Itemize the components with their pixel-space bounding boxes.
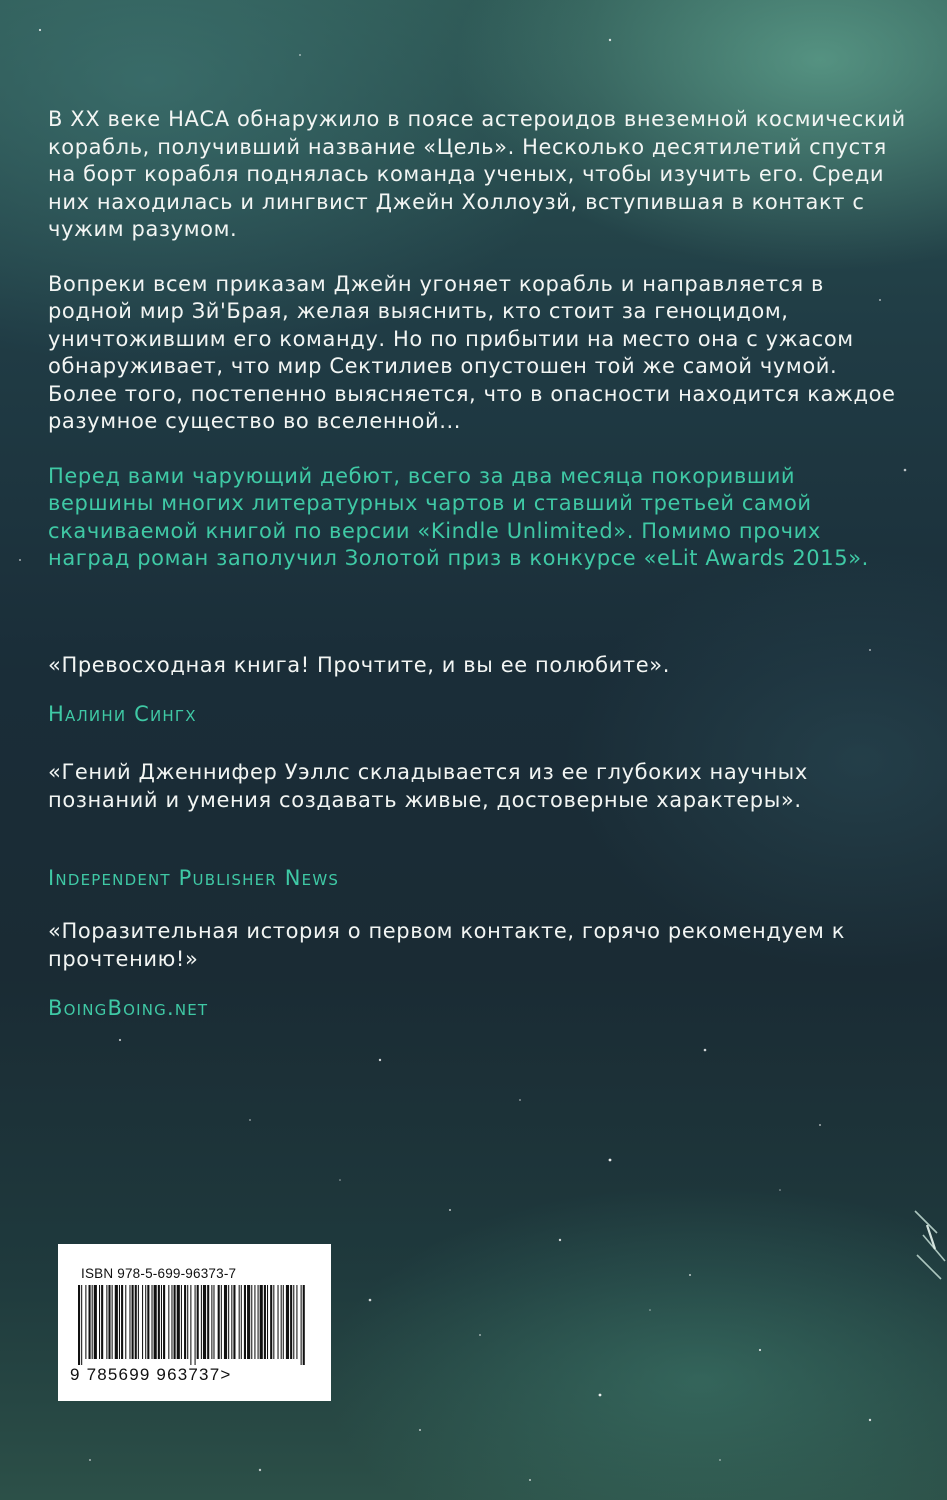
barcode-bar: [101, 1285, 103, 1359]
review-quote-2: «Гений Дженнифер Уэллс складывается из ее глубоких научных познаний и умения создавать живые, достоверные характеры».: [48, 760, 808, 812]
barcode-bar: [187, 1285, 188, 1359]
barcode-bar: [254, 1285, 255, 1359]
barcode-bar: [286, 1285, 289, 1359]
isbn-text: ISBN 978-5-699-96373-7: [81, 1266, 237, 1281]
barcode-bar: [273, 1285, 274, 1359]
barcode-bar: [281, 1285, 282, 1359]
barcode-bar: [89, 1285, 91, 1359]
barcode-bar: [106, 1285, 107, 1359]
barcode-bar: [129, 1285, 130, 1359]
review-quote-3: «Поразительная история о первом контакте, горячо рекомендуем к прочтению!»: [48, 919, 846, 971]
synopsis-block: [48, 106, 908, 573]
barcode-bar: [270, 1285, 272, 1359]
barcode-bar: [94, 1285, 97, 1359]
barcode-bar: [258, 1285, 259, 1359]
barcode-bar: [92, 1285, 93, 1359]
synopsis-paragraph-1: В XX веке НАСА обнаружило в поясе астероидов внеземной космический корабль, получивший название «Цель». Несколько десятилетий спустя на борт корабля поднялась команда ученых, чтобы изучить его. Среди них находилась и лингвист Джейн Холлоузй, вступившая в контакт с чужим разумом.: [48, 107, 906, 241]
barcode-bar: [171, 1285, 172, 1359]
barcode-number: 9 785699 963737: [70, 1365, 221, 1384]
barcode-bar: [181, 1285, 182, 1359]
barcode-bar: [207, 1285, 209, 1359]
barcode-bar: [174, 1285, 176, 1359]
barcode-bar: [121, 1285, 123, 1359]
barcode-bar: [251, 1285, 252, 1359]
review-source-3: BoingBoing.net: [48, 996, 209, 1020]
barcode-bar: [241, 1285, 242, 1359]
review-quote-1: «Превосходная книга! Прочтите, и вы ее полюбите».: [48, 653, 671, 677]
barcode-bar: [244, 1285, 246, 1359]
synopsis-paragraph-2: Вопреки всем приказам Джейн угоняет корабль и направляется в родной мир Зй'Брая, желая выяснить, кто стоит за геноцидом, уничтожившим его команду. Но по прибытии на место она с ужасом обнаруживает, что мир Сектилиев опустошен той же самой чумой. Более того, постепенно выясняется, что в опасности находится каждое разумное существо во вселенной...: [48, 271, 896, 433]
barcode-bar: [112, 1285, 113, 1359]
barcode-bar: [301, 1285, 302, 1365]
barcode-bar: [224, 1285, 227, 1359]
barcode-bar: [264, 1285, 266, 1359]
barcode-bar: [163, 1285, 165, 1359]
barcode-bar: [247, 1285, 250, 1359]
barcode-bar: [203, 1285, 206, 1359]
barcode-bar: [177, 1285, 180, 1359]
barcode-bar: [221, 1285, 222, 1359]
barcode-bar: [145, 1285, 146, 1359]
spaceship-graphic: [905, 1205, 947, 1285]
barcode-bar: [119, 1285, 120, 1359]
barcode-bar: [197, 1285, 199, 1359]
barcode-bar: [201, 1285, 202, 1359]
barcode-bar: [115, 1285, 118, 1359]
barcode-bar: [81, 1285, 82, 1365]
barcode-bar: [267, 1285, 268, 1359]
barcode-bar: [142, 1285, 143, 1359]
barcode-bar: [218, 1285, 220, 1359]
barcode-bar: [283, 1285, 284, 1359]
barcode-bars: [78, 1285, 308, 1365]
barcode-bar: [190, 1285, 191, 1365]
barcode-bar: [158, 1285, 160, 1359]
barcode-bar: [228, 1285, 229, 1359]
barcode-bar: [239, 1285, 240, 1359]
barcode-bar: [233, 1285, 235, 1359]
barcode-bar: [195, 1285, 196, 1365]
barcode-bar: [154, 1285, 157, 1359]
barcode-bar: [78, 1285, 80, 1365]
barcode-bar: [85, 1285, 86, 1359]
barcode-bar: [293, 1285, 294, 1359]
barcode-bar: [161, 1285, 162, 1359]
promo-paragraph: Перед вами чарующий дебют, всего за два месяца покоривший вершины многих литературных чартов и ставший третьей самой скачиваемой книгой по версии «Kindle Unlimited». Помимо прочих наград роман заполучил Золотой приз в конкурсе «eLit Awards 2015».: [48, 463, 869, 570]
review-source-1: Налини Сингх: [48, 702, 197, 726]
barcode-digits: [70, 1365, 232, 1385]
barcode-quiet-zone-marker: >: [220, 1365, 232, 1384]
barcode-bar: [152, 1285, 153, 1359]
barcode-bar: [211, 1285, 212, 1359]
barcode-bar: [108, 1285, 110, 1359]
barcode-bar: [135, 1285, 137, 1359]
barcode-bar: [278, 1285, 279, 1359]
barcode-bar: [138, 1285, 139, 1359]
barcode-bar: [184, 1285, 186, 1359]
barcode-bar: [99, 1285, 100, 1359]
barcode-bar: [132, 1285, 134, 1359]
barcode-bar: [168, 1285, 169, 1359]
barcode-bar: [296, 1285, 297, 1359]
barcode-bar: [231, 1285, 232, 1359]
barcode-bar: [213, 1285, 214, 1359]
barcode-bar: [147, 1285, 149, 1359]
barcode-bar: [290, 1285, 292, 1359]
barcode-label: [58, 1244, 331, 1401]
barcode-bar: [303, 1285, 305, 1365]
barcode-bar: [125, 1285, 126, 1359]
review-source-2: Independent Publisher News: [48, 866, 340, 890]
barcode-bar: [260, 1285, 263, 1359]
